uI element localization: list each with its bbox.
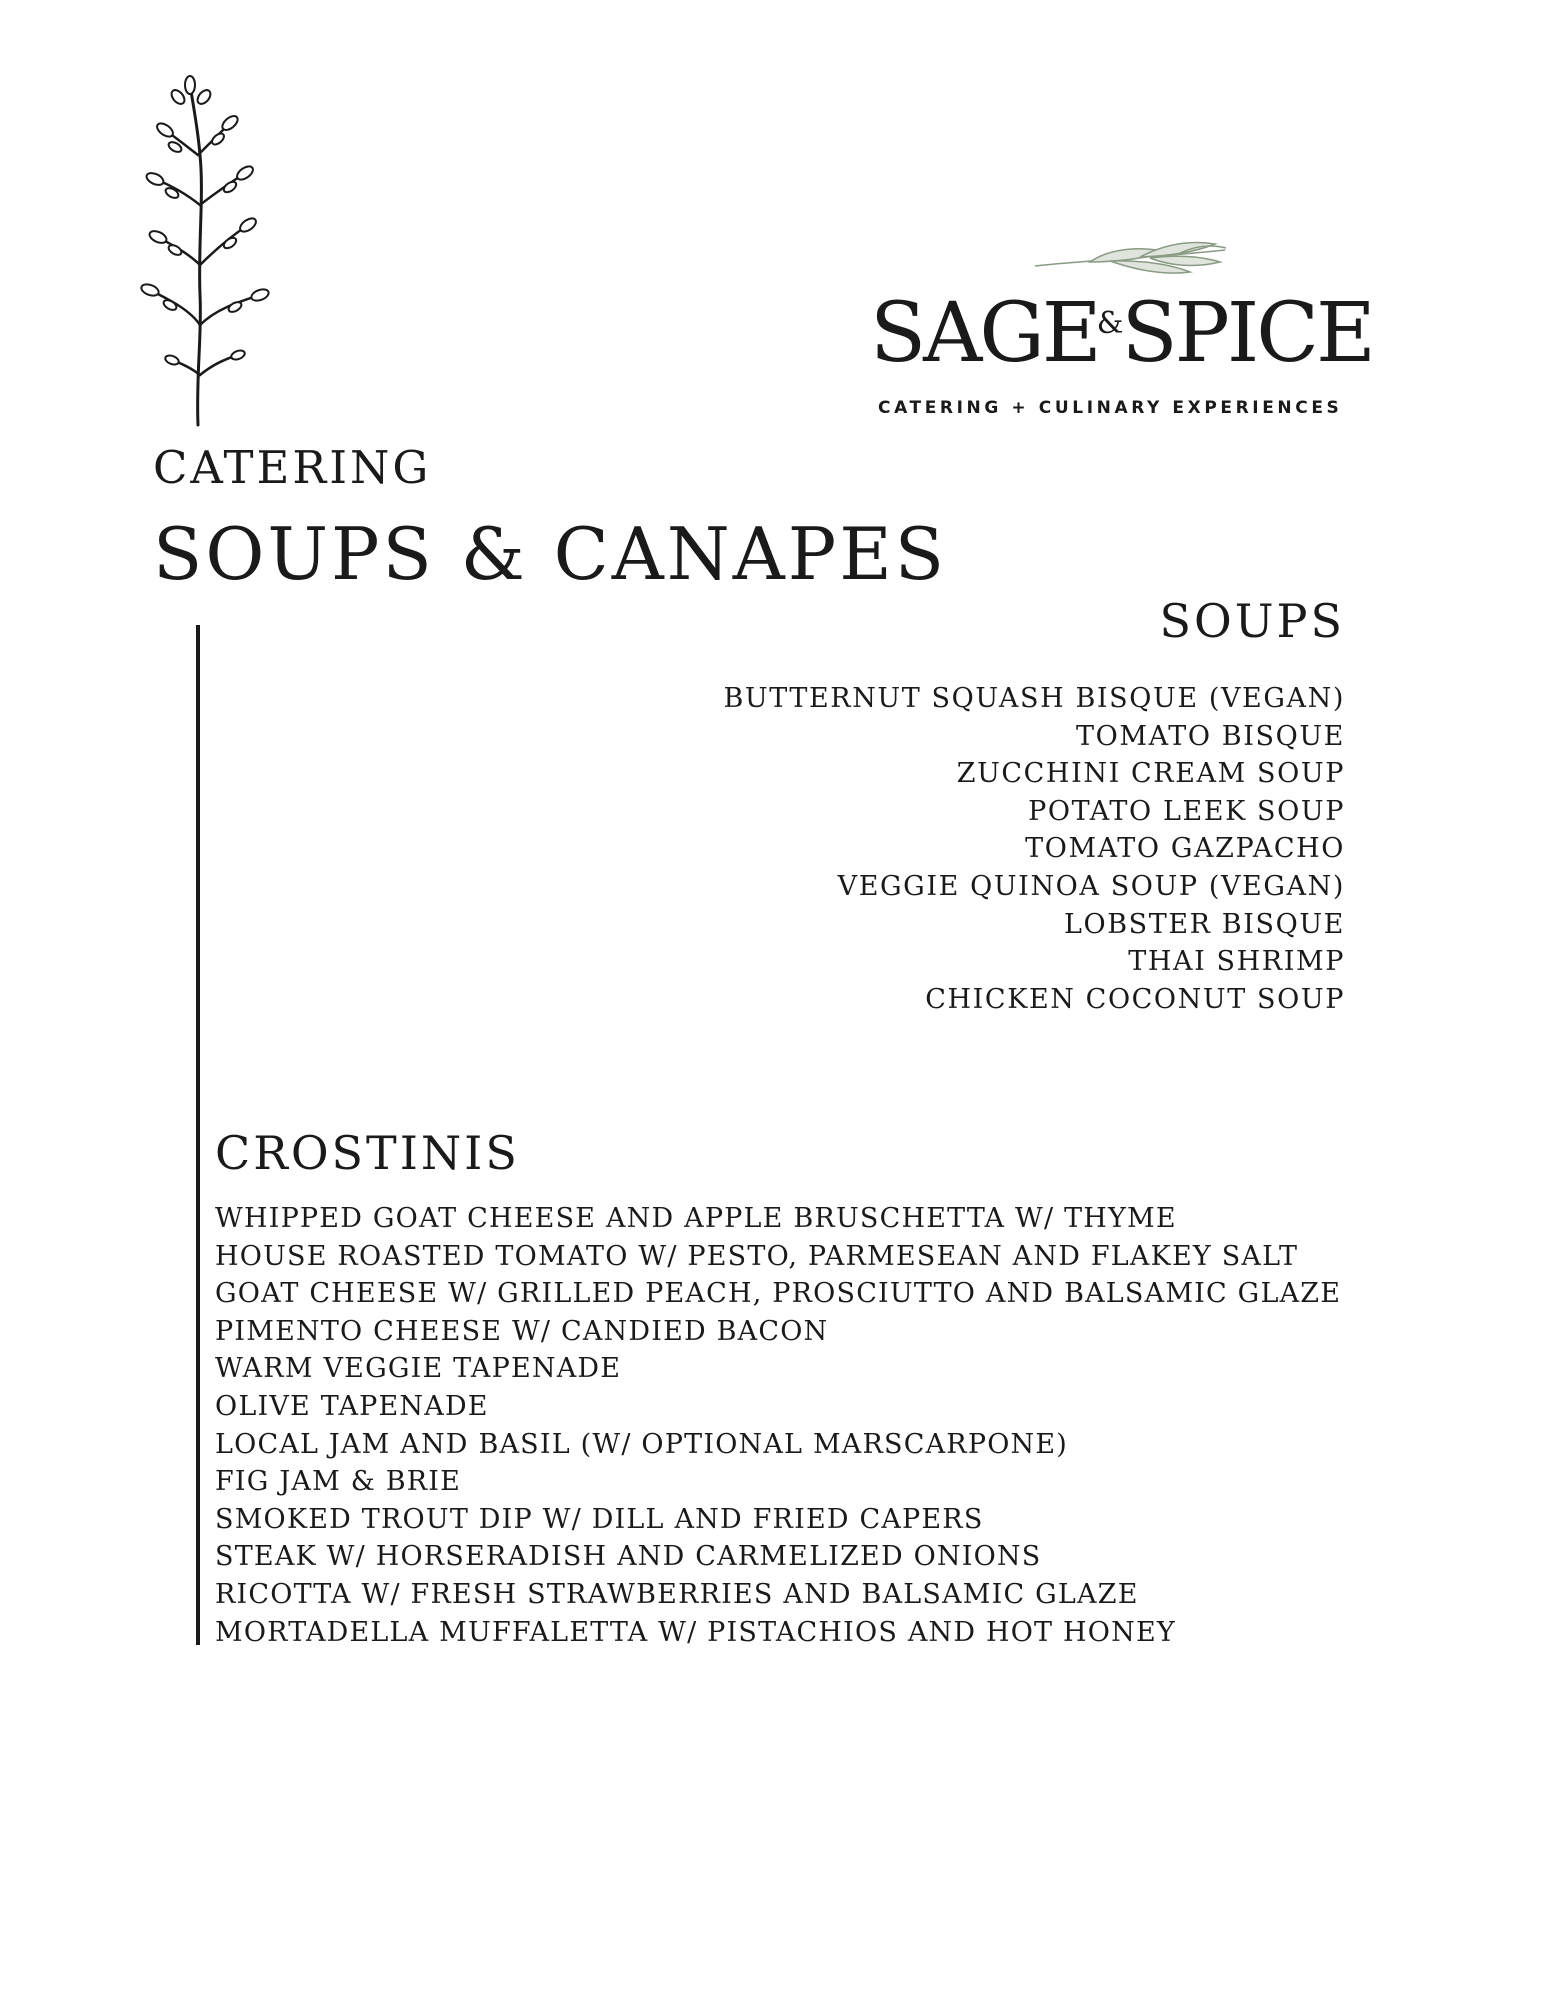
crostinis-section-title: CROSTINIS xyxy=(215,1126,520,1180)
brand-tagline: CATERING + CULINARY EXPERIENCES xyxy=(878,398,1343,418)
vertical-divider xyxy=(196,625,200,1645)
soup-item: BUTTERNUT SQUASH BISQUE (VEGAN) xyxy=(723,683,1345,714)
crostini-item: SMOKED TROUT DIP W/ DILL AND FRIED CAPERS xyxy=(215,1503,984,1535)
soup-item: ZUCCHINI CREAM SOUP xyxy=(956,758,1345,790)
soups-list xyxy=(723,680,1345,1018)
soup-item: TOMATO BISQUE xyxy=(1076,720,1345,752)
soup-item: THAI SHRIMP xyxy=(1128,946,1345,978)
page-eyebrow: CATERING xyxy=(153,441,432,494)
sage-leaf-icon xyxy=(1030,238,1230,288)
brand-logo xyxy=(870,238,1380,428)
soups-section-title: SOUPS xyxy=(1159,594,1345,648)
crostini-item: MORTADELLA MUFFALETTA W/ PISTACHIOS AND HOT HONEY xyxy=(215,1616,1176,1648)
soup-item: CHICKEN COCONUT SOUP xyxy=(925,983,1345,1015)
soup-item: VEGGIE QUINOA SOUP (VEGAN) xyxy=(837,870,1345,902)
botanical-sprig-icon xyxy=(130,75,290,430)
soup-item: TOMATO GAZPACHO xyxy=(1025,833,1345,865)
crostini-item: OLIVE TAPENADE xyxy=(215,1390,489,1422)
crostini-item: LOCAL JAM AND BASIL (W/ OPTIONAL MARSCARPONE) xyxy=(215,1428,1068,1460)
page-title: SOUPS & CANAPES xyxy=(153,512,948,596)
crostini-item: RICOTTA W/ FRESH STRAWBERRIES AND BALSAMIC GLAZE xyxy=(215,1578,1139,1610)
brand-name-part1: SAGE xyxy=(870,286,1099,381)
crostini-item: FIG JAM & BRIE xyxy=(215,1466,462,1498)
brand-name-part2: SPICE xyxy=(1121,286,1373,381)
crostini-item: WHIPPED GOAT CHEESE AND APPLE BRUSCHETTA W/ THYME xyxy=(215,1203,1177,1234)
crostini-item: HOUSE ROASTED TOMATO W/ PESTO, PARMESEAN AND FLAKEY SALT xyxy=(215,1240,1299,1272)
soup-item: POTATO LEEK SOUP xyxy=(1028,795,1345,827)
crostini-item: WARM VEGGIE TAPENADE xyxy=(215,1353,622,1385)
crostinis-list xyxy=(215,1200,1415,1651)
brand-ampersand: & xyxy=(1096,306,1124,341)
crostini-item: PIMENTO CHEESE W/ CANDIED BACON xyxy=(215,1315,829,1347)
crostini-item: GOAT CHEESE W/ GRILLED PEACH, PROSCIUTTO AND BALSAMIC GLAZE xyxy=(215,1278,1342,1310)
brand-wordmark xyxy=(870,286,1373,381)
crostini-item: STEAK W/ HORSERADISH AND CARMELIZED ONIONS xyxy=(215,1541,1042,1573)
soup-item: LOBSTER BISQUE xyxy=(1063,908,1345,940)
